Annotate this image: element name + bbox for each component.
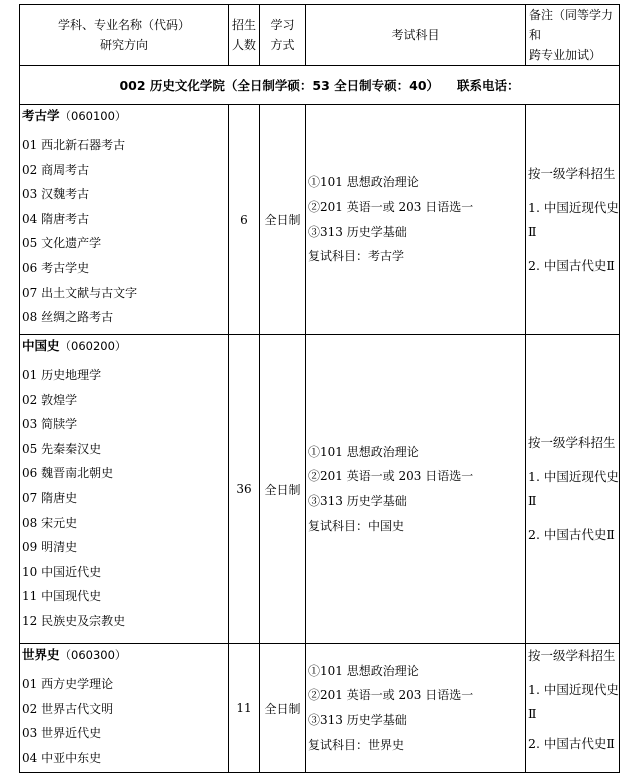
discipline-title: [22, 105, 228, 127]
note-item: 1. 中国近现代史: [528, 469, 619, 484]
direction-item: 03 汉魏考古: [22, 187, 90, 202]
exam-item: ③313 历史学基础: [308, 713, 407, 727]
enrollment-count: 6: [229, 105, 260, 335]
direction-item: 04 隋唐考古: [22, 211, 90, 226]
note-item: 1. 中国近现代史: [528, 682, 619, 697]
header-mode-line2: 方式: [270, 38, 295, 52]
direction-item: 07 出土文献与古文字: [22, 285, 138, 300]
note-item: Ⅱ: [528, 223, 537, 239]
note-item: Ⅱ: [528, 706, 537, 721]
header-enrollment-line2: 人数: [231, 38, 256, 52]
note-item: 按一级学科招生: [528, 648, 616, 663]
exam-subjects: [306, 335, 526, 644]
header-exams-text: 考试科目: [391, 28, 440, 42]
discipline-row-chinese-history: [20, 335, 620, 644]
direction-item: 02 世界古代文明: [22, 701, 114, 716]
discipline-name: 世界史: [22, 647, 60, 662]
header-discipline-line1: 学科、专业名称（代码）: [57, 18, 190, 32]
direction-item: 06 考古学史: [22, 260, 90, 275]
enrollment-count: 36: [229, 335, 260, 644]
note-item: Ⅱ: [528, 493, 537, 508]
direction-item: 08 宋元史: [22, 515, 78, 530]
study-mode: 全日制: [260, 105, 306, 335]
discipline-title: [22, 644, 228, 666]
exam-item: ②201 英语一或 203 日语选一: [308, 688, 474, 703]
college-contact: 联系电话：: [457, 78, 520, 93]
notes-cell: [526, 335, 620, 644]
admissions-table: [19, 4, 620, 773]
note-item: 2. 中国古代史Ⅱ: [528, 736, 615, 751]
directions-cell: [20, 335, 229, 644]
direction-item: 01 西北新石器考古: [22, 138, 126, 152]
header-enrollment-line1: 招生: [231, 18, 256, 32]
direction-item: 08 丝绸之路考古: [22, 310, 114, 325]
directions-cell: [20, 644, 229, 773]
discipline-name: 中国史: [22, 338, 60, 353]
exam-item: 复试科目：考古学: [308, 249, 405, 264]
direction-item: 10 中国近代史: [22, 564, 102, 579]
header-notes-line2: 跨专业加试）: [529, 48, 602, 62]
enrollment-count: 11: [229, 644, 260, 773]
direction-item: 03 世界近代史: [22, 726, 102, 741]
header-notes-line1: 备注（同等学力和: [529, 8, 614, 42]
exam-item: ②201 英语一或 203 日语选一: [308, 199, 474, 214]
direction-item: 05 文化遗产学: [22, 236, 102, 251]
exam-item: ③313 历史学基础: [308, 224, 407, 239]
direction-item: 11 中国现代史: [22, 589, 102, 604]
directions-cell: [20, 105, 229, 335]
exam-item: ③313 历史学基础: [308, 494, 407, 508]
note-item: 2. 中国古代史Ⅱ: [528, 527, 615, 542]
college-title: 002 历史文化学院（全日制学硕：53 全日制专硕：40）: [119, 78, 440, 93]
direction-item: 05 先秦秦汉史: [22, 441, 102, 456]
exam-subjects: [306, 644, 526, 773]
exam-item: 复试科目：世界史: [308, 737, 405, 752]
note-item: 1. 中国近现代史: [528, 199, 619, 215]
header-notes: [526, 5, 620, 66]
direction-item: 03 简牍学: [22, 417, 78, 432]
college-cell: [20, 66, 620, 105]
direction-item: 04 中亚中东史: [22, 750, 102, 765]
direction-item: 07 隋唐史: [22, 490, 78, 505]
exam-item: ②201 英语一或 203 日语选一: [308, 469, 474, 484]
note-item: 2. 中国古代史Ⅱ: [528, 257, 615, 273]
direction-item: 09 明清史: [22, 540, 78, 555]
direction-item: 02 商周考古: [22, 162, 90, 177]
direction-item: 02 敦煌学: [22, 392, 78, 407]
study-mode: 全日制: [260, 335, 306, 644]
college-row: [20, 66, 620, 105]
exam-item: ①101 思想政治理论: [308, 663, 419, 678]
header-discipline: [20, 5, 229, 66]
exam-item: 复试科目：中国史: [308, 518, 405, 533]
header-row: [20, 5, 620, 66]
header-mode: [260, 5, 306, 66]
header-enrollment: [229, 5, 260, 66]
discipline-row-world-history: [20, 644, 620, 773]
header-mode-line1: 学习: [270, 18, 295, 32]
discipline-title: [22, 335, 228, 357]
direction-item: 01 西方史学理论: [22, 677, 114, 691]
note-item: 按一级学科招生: [528, 165, 616, 181]
discipline-row-archaeology: [20, 105, 620, 335]
notes-cell: [526, 105, 620, 335]
direction-item: 06 魏晋南北朝史: [22, 466, 114, 481]
header-exams: [306, 5, 526, 66]
study-mode: 全日制: [260, 644, 306, 773]
discipline-name: 考古学: [22, 108, 60, 123]
exam-subjects: [306, 105, 526, 335]
discipline-code: （060300）: [59, 648, 127, 662]
header-discipline-line2: 研究方向: [99, 38, 148, 52]
discipline-code: （060100）: [59, 109, 127, 123]
direction-item: 12 民族史及宗教史: [22, 613, 126, 628]
exam-item: ①101 思想政治理论: [308, 175, 419, 190]
notes-cell: [526, 644, 620, 773]
exam-item: ①101 思想政治理论: [308, 444, 419, 459]
direction-item: 01 历史地理学: [22, 368, 102, 382]
note-item: 按一级学科招生: [528, 435, 616, 450]
discipline-code: （060200）: [59, 339, 127, 353]
